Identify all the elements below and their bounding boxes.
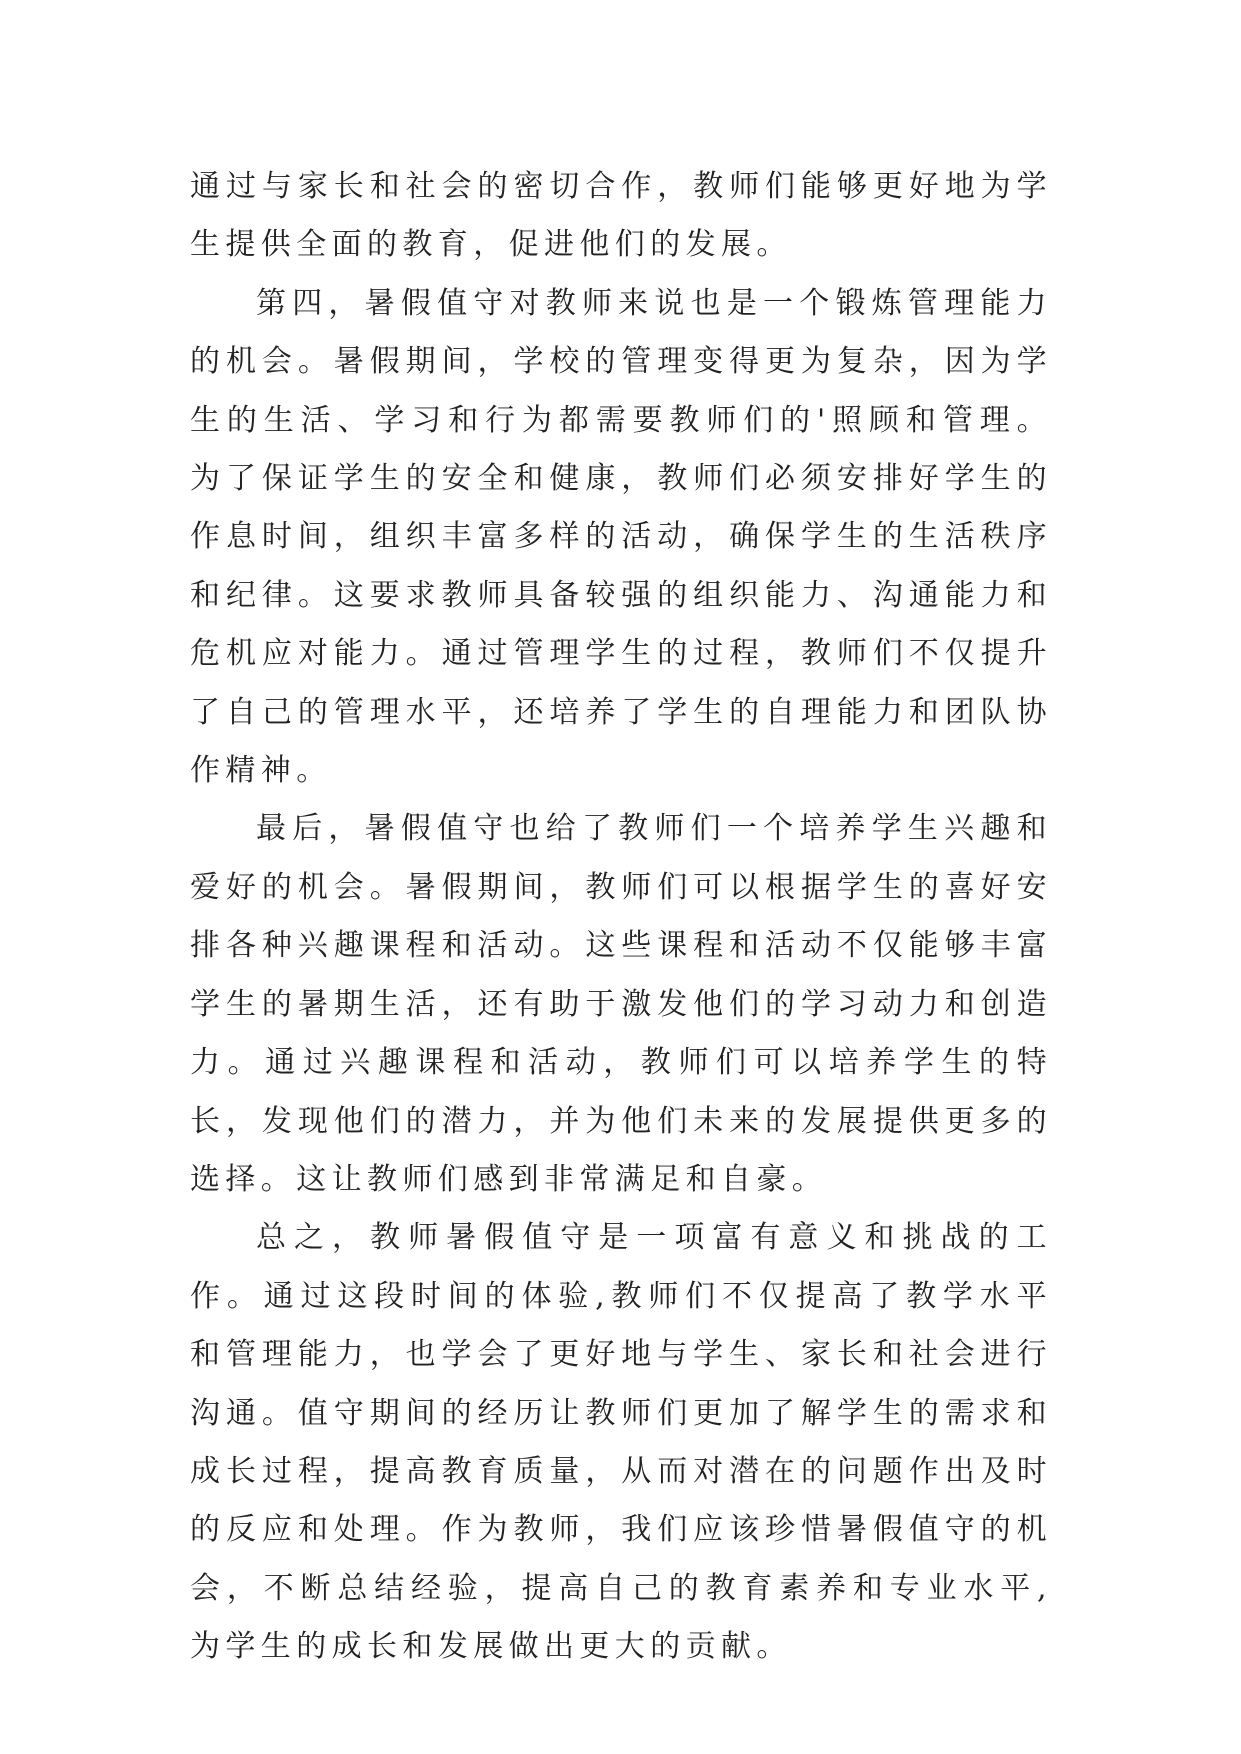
- paragraph-management: 第四，暑假值守对教师来说也是一个锻炼管理能力的机会。暑假期间，学校的管理变得更为复杂，因为学生的生活、学习和行为都需要教师们的'照顾和管理。为了保证学生的安全和健康，教师们必须安排好学生的作息时间，组织丰富多样的活动，确保学生的生活秩序和纪律。这要求教师具备较强的组织能力、沟通能力和危机应对能力。通过管理学生的过程，教师们不仅提升了自己的管理水平，还培养了学生的自理能力和团队协作精神。: [190, 285, 1052, 789]
- paragraph-interests: 最后，暑假值守也给了教师们一个培养学生兴趣和爱好的机会。暑假期间，教师们可以根据学生的喜好安排各种兴趣课程和活动。这些课程和活动不仅能够丰富学生的暑期生活，还有助于激发他们的学习动力和创造力。通过兴趣课程和活动，教师们可以培养学生的特长，发现他们的潜力，并为他们未来的发展提供更多的选择。这让教师们感到非常满足和自豪。: [190, 811, 1052, 1197]
- document-body: [190, 158, 1052, 1677]
- paragraph-continuation: 通过与家长和社会的密切合作，教师们能够更好地为学生提供全面的教育，促进他们的发展。: [190, 169, 1052, 263]
- paragraph-conclusion: 总之，教师暑假值守是一项富有意义和挑战的工作。通过这段时间的体验,教师们不仅提高了教学水平和管理能力，也学会了更好地与学生、家长和社会进行沟通。值守期间的经历让教师们更加了解学生的需求和成长过程，提高教育质量，从而对潜在的问题作出及时的反应和处理。作为教师，我们应该珍惜暑假值守的机会，不断总结经验，提高自己的教育素养和专业水平,为学生的成长和发展做出更大的贡献。: [190, 1220, 1052, 1665]
